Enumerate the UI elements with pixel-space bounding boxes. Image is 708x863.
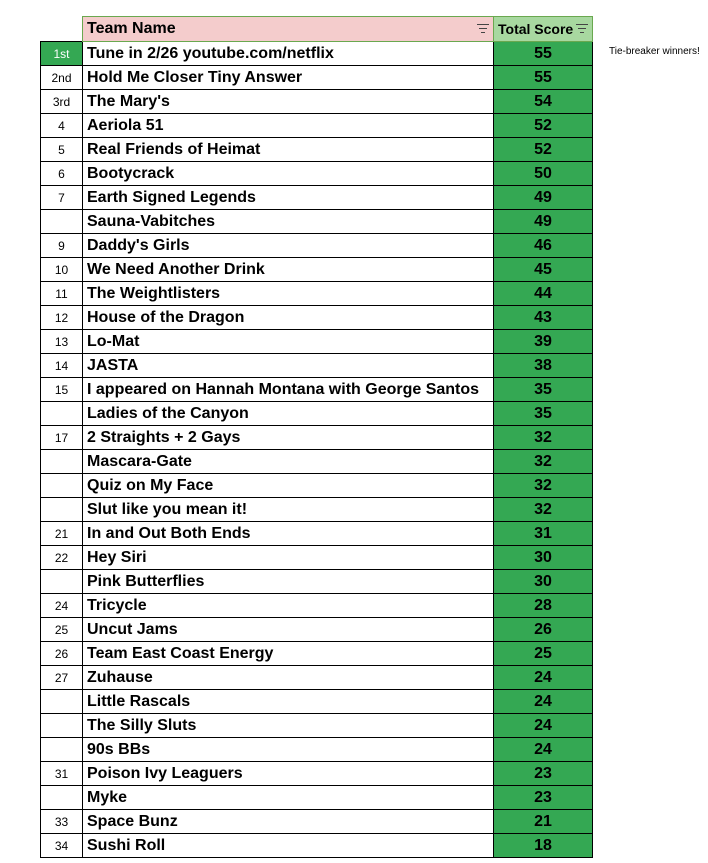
- team-name-cell[interactable]: Mascara-Gate: [83, 450, 494, 474]
- table-row: [41, 234, 593, 258]
- leaderboard-table: [40, 16, 593, 858]
- rank-cell[interactable]: 33: [41, 810, 83, 834]
- table-row: [41, 498, 593, 522]
- table-row: [41, 258, 593, 282]
- table-row: [41, 42, 593, 66]
- total-score-cell[interactable]: 52: [494, 114, 593, 138]
- team-name-cell[interactable]: We Need Another Drink: [83, 258, 494, 282]
- team-name-cell[interactable]: Ladies of the Canyon: [83, 402, 494, 426]
- rank-cell[interactable]: 22: [41, 546, 83, 570]
- team-name-filter-icon[interactable]: [477, 24, 489, 34]
- team-name-cell[interactable]: Aeriola 51: [83, 114, 494, 138]
- rank-header-cell[interactable]: [41, 17, 83, 42]
- team-name-cell[interactable]: Slut like you mean it!: [83, 498, 494, 522]
- total-score-cell[interactable]: 49: [494, 186, 593, 210]
- rank-cell[interactable]: 25: [41, 618, 83, 642]
- table-row: [41, 522, 593, 546]
- team-name-cell[interactable]: Myke: [83, 786, 494, 810]
- rank-cell[interactable]: 24: [41, 594, 83, 618]
- team-name-cell[interactable]: Poison Ivy Leaguers: [83, 762, 494, 786]
- team-name-cell[interactable]: Daddy's Girls: [83, 234, 494, 258]
- total-score-cell[interactable]: 31: [494, 522, 593, 546]
- rank-cell[interactable]: [41, 498, 83, 522]
- rank-cell[interactable]: 5: [41, 138, 83, 162]
- team-name-cell[interactable]: Little Rascals: [83, 690, 494, 714]
- total-score-cell[interactable]: 54: [494, 90, 593, 114]
- team-name-cell[interactable]: Pink Butterflies: [83, 570, 494, 594]
- table-row: [41, 570, 593, 594]
- table-row: [41, 594, 593, 618]
- rank-cell[interactable]: [41, 738, 83, 762]
- table-row: [41, 66, 593, 90]
- team-name-cell[interactable]: Tricycle: [83, 594, 494, 618]
- total-score-cell[interactable]: 55: [494, 66, 593, 90]
- rank-cell[interactable]: 31: [41, 762, 83, 786]
- table-row: [41, 762, 593, 786]
- rank-cell[interactable]: 1st: [41, 42, 83, 66]
- header-row: [41, 17, 593, 42]
- team-name-cell[interactable]: Space Bunz: [83, 810, 494, 834]
- table-row: [41, 282, 593, 306]
- team-name-cell[interactable]: The Weightlisters: [83, 282, 494, 306]
- rank-cell[interactable]: 11: [41, 282, 83, 306]
- team-name-cell[interactable]: Lo-Mat: [83, 330, 494, 354]
- total-score-cell[interactable]: 23: [494, 762, 593, 786]
- rank-cell[interactable]: 2nd: [41, 66, 83, 90]
- tie-breaker-note[interactable]: Tie-breaker winners!: [609, 46, 700, 57]
- total-score-cell[interactable]: 30: [494, 546, 593, 570]
- total-score-cell[interactable]: 52: [494, 138, 593, 162]
- rank-cell[interactable]: 34: [41, 834, 83, 858]
- team-name-cell[interactable]: Sauna-Vabitches: [83, 210, 494, 234]
- table-row: [41, 450, 593, 474]
- total-score-cell[interactable]: 43: [494, 306, 593, 330]
- total-score-cell[interactable]: 25: [494, 642, 593, 666]
- rank-cell[interactable]: 21: [41, 522, 83, 546]
- table-row: [41, 426, 593, 450]
- total-score-cell[interactable]: 46: [494, 234, 593, 258]
- table-row: [41, 402, 593, 426]
- total-score-cell[interactable]: 32: [494, 498, 593, 522]
- table-row: [41, 690, 593, 714]
- team-name-header[interactable]: [83, 17, 494, 42]
- rank-cell[interactable]: [41, 450, 83, 474]
- rank-cell[interactable]: [41, 474, 83, 498]
- team-name-cell[interactable]: Team East Coast Energy: [83, 642, 494, 666]
- total-score-cell[interactable]: 21: [494, 810, 593, 834]
- rank-cell[interactable]: 3rd: [41, 90, 83, 114]
- rank-cell[interactable]: 7: [41, 186, 83, 210]
- rank-cell[interactable]: 13: [41, 330, 83, 354]
- team-name-cell[interactable]: Tune in 2/26 youtube.com/netflix: [83, 42, 494, 66]
- rank-cell[interactable]: [41, 570, 83, 594]
- total-score-cell[interactable]: 24: [494, 714, 593, 738]
- total-score-header-label: Total Score: [498, 21, 574, 37]
- rank-cell[interactable]: 9: [41, 234, 83, 258]
- rank-cell[interactable]: 10: [41, 258, 83, 282]
- table-row: [41, 810, 593, 834]
- total-score-cell[interactable]: 24: [494, 666, 593, 690]
- table-row: [41, 306, 593, 330]
- total-score-cell[interactable]: 18: [494, 834, 593, 858]
- team-name-cell[interactable]: 2 Straights + 2 Gays: [83, 426, 494, 450]
- rank-cell[interactable]: 14: [41, 354, 83, 378]
- table-row: [41, 138, 593, 162]
- rank-cell[interactable]: 26: [41, 642, 83, 666]
- table-row: [41, 474, 593, 498]
- team-name-cell[interactable]: Bootycrack: [83, 162, 494, 186]
- team-name-cell[interactable]: Quiz on My Face: [83, 474, 494, 498]
- team-name-cell[interactable]: Hey Siri: [83, 546, 494, 570]
- total-score-cell[interactable]: 32: [494, 450, 593, 474]
- table-row: [41, 90, 593, 114]
- total-score-header[interactable]: [494, 17, 593, 42]
- table-row: [41, 666, 593, 690]
- table-row: [41, 714, 593, 738]
- table-row: [41, 186, 593, 210]
- leaderboard-body: [41, 17, 593, 858]
- team-name-cell[interactable]: Sushi Roll: [83, 834, 494, 858]
- total-score-cell[interactable]: 45: [494, 258, 593, 282]
- total-score-cell[interactable]: 24: [494, 738, 593, 762]
- team-name-cell[interactable]: Hold Me Closer Tiny Answer: [83, 66, 494, 90]
- team-name-cell[interactable]: Real Friends of Heimat: [83, 138, 494, 162]
- team-name-cell[interactable]: I appeared on Hannah Montana with George Santos: [83, 378, 494, 402]
- team-name-cell[interactable]: The Mary's: [83, 90, 494, 114]
- table-row: [41, 210, 593, 234]
- team-name-cell[interactable]: Uncut Jams: [83, 618, 494, 642]
- total-score-cell[interactable]: 32: [494, 426, 593, 450]
- table-row: [41, 330, 593, 354]
- rank-cell[interactable]: 15: [41, 378, 83, 402]
- total-score-cell[interactable]: 38: [494, 354, 593, 378]
- rank-cell[interactable]: [41, 714, 83, 738]
- rank-cell[interactable]: 17: [41, 426, 83, 450]
- table-row: [41, 834, 593, 858]
- rank-cell[interactable]: [41, 690, 83, 714]
- total-score-cell[interactable]: 26: [494, 618, 593, 642]
- team-name-cell[interactable]: JASTA: [83, 354, 494, 378]
- total-score-cell[interactable]: 35: [494, 378, 593, 402]
- table-row: [41, 546, 593, 570]
- rank-cell[interactable]: 4: [41, 114, 83, 138]
- total-score-cell[interactable]: 55: [494, 42, 593, 66]
- team-name-cell[interactable]: In and Out Both Ends: [83, 522, 494, 546]
- rank-cell[interactable]: [41, 402, 83, 426]
- rank-cell[interactable]: 12: [41, 306, 83, 330]
- table-row: [41, 618, 593, 642]
- rank-cell[interactable]: [41, 210, 83, 234]
- team-name-cell[interactable]: 90s BBs: [83, 738, 494, 762]
- table-row: [41, 378, 593, 402]
- team-name-cell[interactable]: House of the Dragon: [83, 306, 494, 330]
- team-name-cell[interactable]: The Silly Sluts: [83, 714, 494, 738]
- total-score-filter-icon[interactable]: [576, 24, 588, 34]
- total-score-cell[interactable]: 28: [494, 594, 593, 618]
- table-row: [41, 786, 593, 810]
- rank-cell[interactable]: 27: [41, 666, 83, 690]
- team-name-cell[interactable]: Zuhause: [83, 666, 494, 690]
- total-score-cell[interactable]: 24: [494, 690, 593, 714]
- total-score-cell[interactable]: 30: [494, 570, 593, 594]
- total-score-cell[interactable]: 35: [494, 402, 593, 426]
- total-score-cell[interactable]: 39: [494, 330, 593, 354]
- total-score-cell[interactable]: 23: [494, 786, 593, 810]
- rank-cell[interactable]: 6: [41, 162, 83, 186]
- total-score-cell[interactable]: 44: [494, 282, 593, 306]
- total-score-cell[interactable]: 50: [494, 162, 593, 186]
- table-row: [41, 738, 593, 762]
- table-row: [41, 114, 593, 138]
- table-row: [41, 642, 593, 666]
- team-name-header-label: Team Name: [87, 20, 176, 37]
- total-score-cell[interactable]: 32: [494, 474, 593, 498]
- table-row: [41, 162, 593, 186]
- table-row: [41, 354, 593, 378]
- rank-cell[interactable]: [41, 786, 83, 810]
- total-score-cell[interactable]: 49: [494, 210, 593, 234]
- team-name-cell[interactable]: Earth Signed Legends: [83, 186, 494, 210]
